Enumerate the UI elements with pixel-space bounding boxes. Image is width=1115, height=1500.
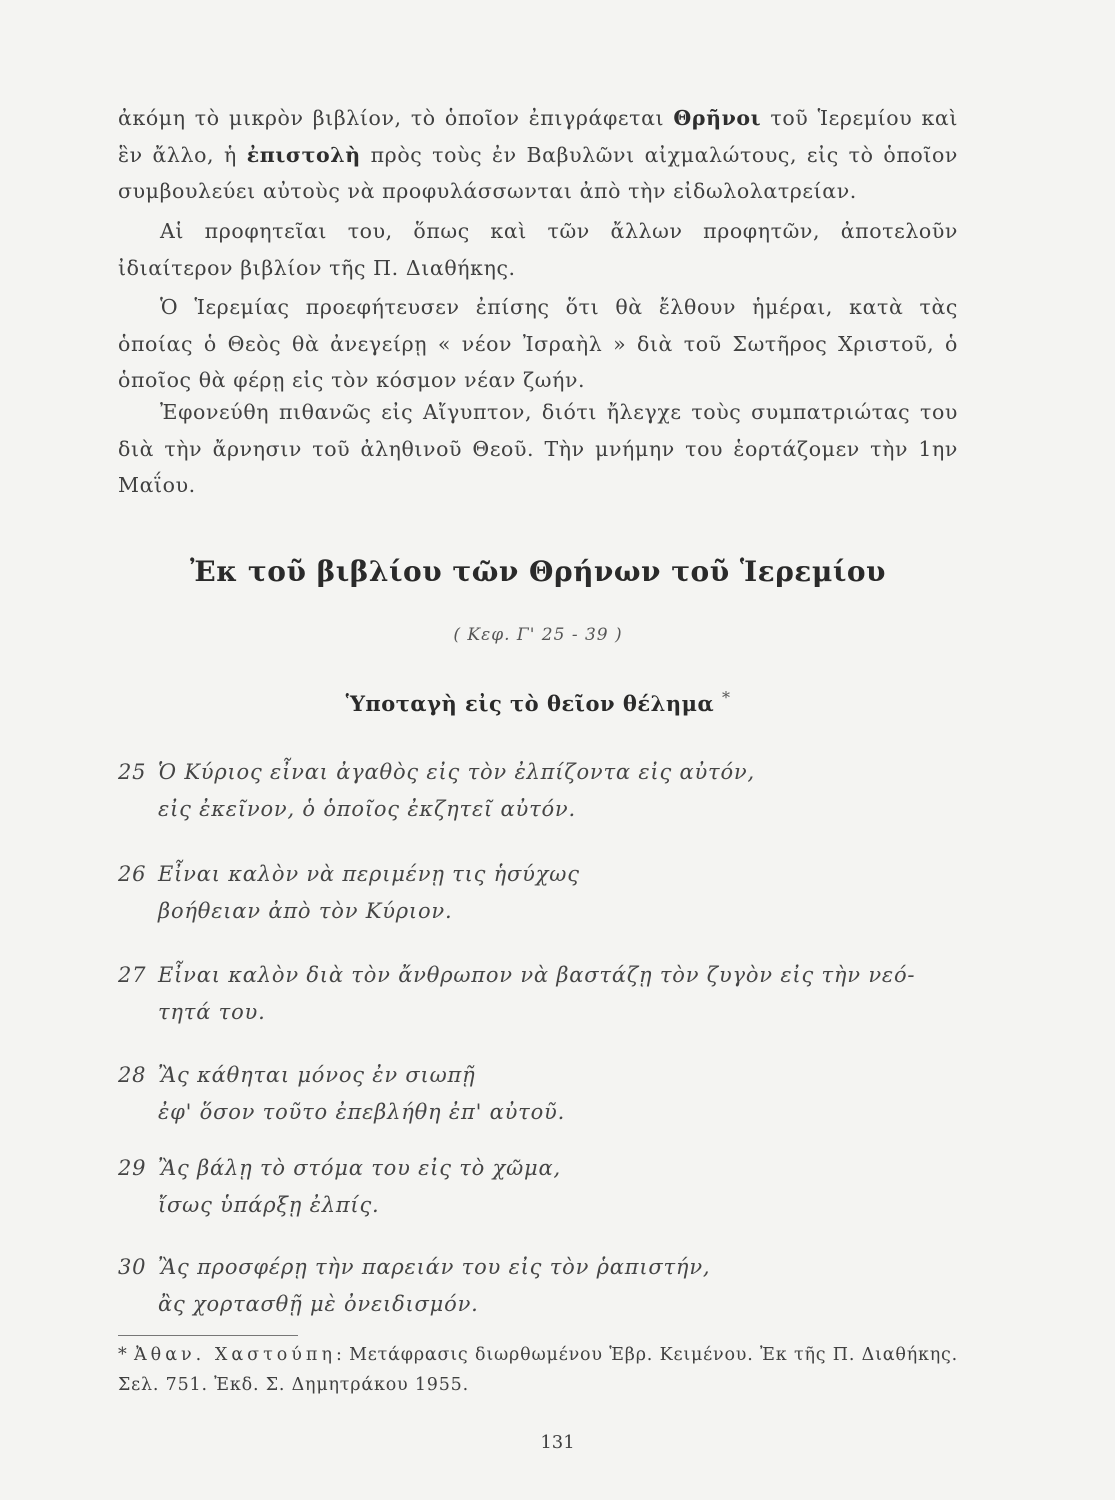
verse-line-2: ἴσως ὑπάρξῃ ἐλπίς.: [158, 1193, 380, 1217]
verse-line-1: Ἂς προσφέρῃ τὴν παρειάν του εἰς τὸν ῥαπιστήν,: [158, 1255, 711, 1279]
verse-28: [118, 1057, 958, 1131]
verse-line-1: Ὁ Κύριος εἶναι ἀγαθὸς εἰς τὸν ἐλπίζοντα εἰς αὐτόν,: [158, 760, 755, 784]
verse-line-1: Εἶναι καλὸν νὰ περιμένῃ τις ἡσύχως: [158, 862, 580, 886]
verse-line-1: Εἶναι καλὸν διὰ τὸν ἄνθρωπον νὰ βαστάζῃ τὸν ζυγὸν εἰς τὴν νεό-: [158, 963, 916, 987]
chapter-reference: ( Κεφ. Γ' 25 - 39 ): [453, 625, 623, 645]
verse-26: [118, 856, 958, 930]
intro-paragraph-2: Αἱ προφητεῖαι του, ὅπως καὶ τῶν ἄλλων προφητῶν, ἀποτελοῦν ἰδιαίτερον βιβλίον τῆς Π. Διαθήκης.: [118, 219, 958, 280]
intro-paragraph-1: [118, 100, 958, 210]
p1-text-b: τοῦ Ἱερεμίου καὶ ἓν ἄλλο, ἡ: [118, 106, 958, 167]
verse-number: 27: [118, 963, 147, 987]
verse-line-1: Ἂς βάλῃ τὸ στόμα του εἰς τὸ χῶμα,: [158, 1156, 561, 1180]
verse-line-2: βοήθειαν ἀπὸ τὸν Κύριον.: [158, 899, 453, 923]
page-number: 131: [540, 1432, 575, 1453]
verse-line-2: εἰς ἐκεῖνον, ὁ ὁποῖος ἐκζητεῖ αὐτόν.: [158, 797, 576, 821]
verse-number: 26: [118, 862, 147, 886]
verse-line-1: Ἂς κάθηται μόνος ἐν σιωπῇ: [158, 1063, 476, 1087]
p1-text-a: ἀκόμη τὸ μικρὸν βιβλίον, τὸ ὁποῖον ἐπιγράφεται: [118, 106, 674, 130]
footnote-text: : Μετάφρασις διωρθωμένου Ἑβρ. Κειμένου. Ἐκ τῆς Π. Διαθήκης. Σελ. 751. Ἐκδ. Σ. Δημητράκου 1955.: [118, 1345, 958, 1395]
verse-27: [118, 957, 958, 1031]
footnote-mark: *: [118, 1345, 128, 1365]
verse-line-2: τητά του.: [158, 1000, 266, 1024]
footnote: [118, 1340, 958, 1400]
section-subtitle: [118, 688, 958, 716]
verse-number: 29: [118, 1156, 147, 1180]
footnote-mark: *: [721, 688, 731, 707]
intro-paragraph-4: Ἐφονεύθη πιθανῶς εἰς Αἴγυπτον, διότι ἤλεγχε τοὺς συμπατριώτας του διὰ τὴν ἄρνησιν τοῦ ἀληθινοῦ Θεοῦ. Τὴν μνήμην του ἑορτάζομεν τὴν 1ην Μαΐου.: [118, 400, 958, 497]
verse-29: [118, 1150, 958, 1224]
footnote-divider: [118, 1335, 298, 1336]
verse-25: [118, 754, 958, 828]
intro-paragraph-3: Ὁ Ἱερεμίας προεφήτευσεν ἐπίσης ὅτι θὰ ἔλθουν ἡμέραι, κατὰ τὰς ὁποίας ὁ Θεὸς θὰ ἀνεγείρῃ « νέον Ἰσραὴλ » διὰ τοῦ Σωτῆρος Χριστοῦ, ὁ ὁποῖος θὰ φέρῃ εἰς τὸν κόσμον νέαν ζωήν.: [118, 295, 958, 392]
section-title: Ἐκ τοῦ βιβλίου τῶν Θρήνων τοῦ Ἱερεμίου: [190, 555, 886, 588]
verse-number: 28: [118, 1063, 147, 1087]
verse-30: [118, 1249, 958, 1323]
p1-bold-epistoli: ἐπιστολὴ: [246, 142, 361, 167]
verse-line-2: ἐφ' ὅσον τοῦτο ἐπεβλήθη ἐπ' αὐτοῦ.: [158, 1100, 566, 1124]
footnote-author: Ἀθαν. Χαστούπη: [134, 1345, 336, 1365]
verse-number: 25: [118, 760, 147, 784]
verse-line-2: ἂς χορτασθῇ μὲ ὀνειδισμόν.: [158, 1292, 479, 1316]
p1-bold-threnoi: Θρῆνοι: [673, 106, 762, 130]
verse-number: 30: [118, 1255, 147, 1279]
p1-text-c: πρὸς τοὺς ἐν Βαβυλῶνι αἰχμαλώτους, εἰς τὸ ὁποῖον συμβουλεύει αὐτοὺς νὰ προφυλάσσωνται ἀπὸ τὴν εἰδωλολατρείαν.: [118, 142, 958, 203]
subtitle-text: Ὑποταγὴ εἰς τὸ θεῖον θέλημα: [345, 691, 715, 716]
